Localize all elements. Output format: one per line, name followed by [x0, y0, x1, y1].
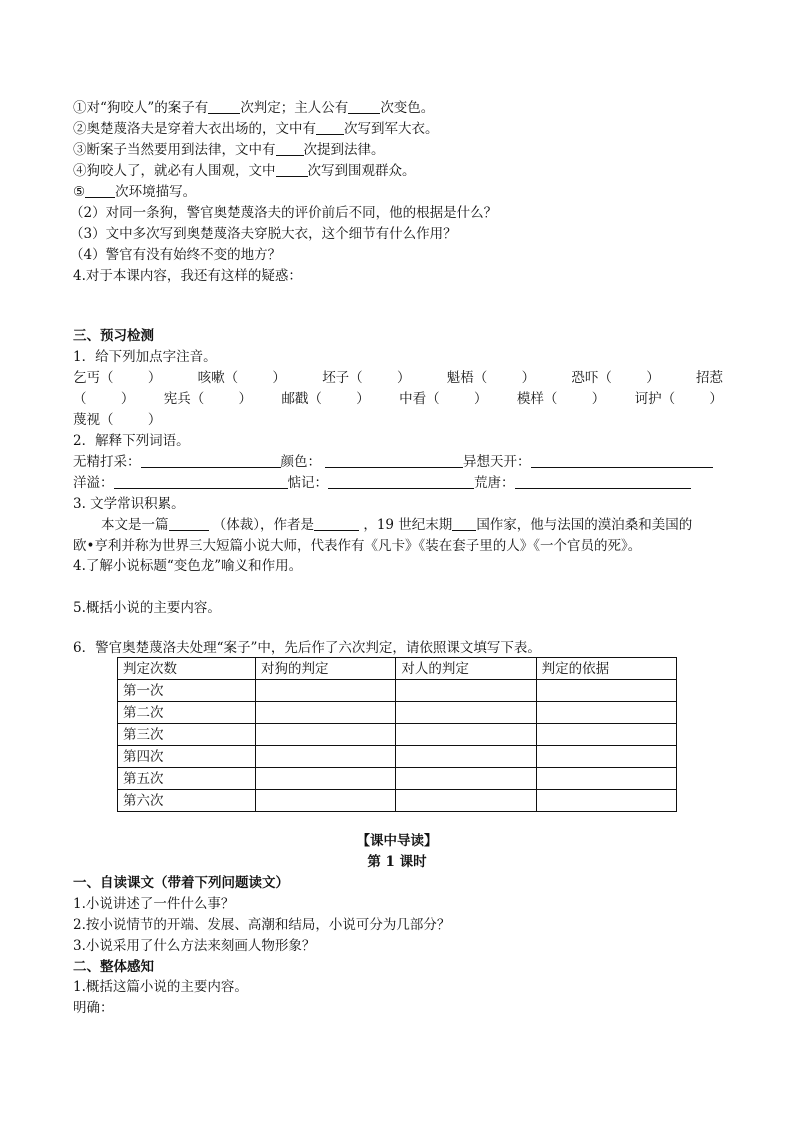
table-question: 6．警官奥楚蔑洛夫处理“案子”中，先后作了六次判定，请依照课文填写下表。 [73, 640, 541, 656]
answer-blank[interactable] [314, 516, 359, 531]
word-row-1: 无精打采： 颜色： 异想天开： [73, 452, 713, 472]
pinyin-item[interactable]: 模样（ ） [516, 391, 606, 407]
answer-blank[interactable] [169, 516, 209, 531]
pinyin-item[interactable]: 魁梧（ ） [446, 370, 536, 386]
count-question-3: ③断案子当然要用到法律，文中有 次提到法律。 [73, 142, 385, 158]
table-cell[interactable] [536, 724, 676, 746]
answer-blank[interactable] [276, 141, 304, 156]
self-reading-heading: 一、自读课文（带着下列问题读文） [73, 875, 289, 891]
pinyin-row-2 [73, 389, 723, 409]
answer-blank[interactable] [348, 99, 380, 114]
period-label: 第 1 课时 [367, 854, 427, 870]
row-label: 第三次 [118, 724, 256, 746]
count-question-5: ⑤ 次环境描写。 [73, 184, 197, 200]
reading-question-1: 1.小说讲述了一件什么事？ [73, 896, 235, 912]
table-header-row [118, 658, 677, 680]
table-cell[interactable] [256, 680, 396, 702]
sub-question-2: （2）对同一条狗，警官奥楚蔑洛夫的评价前后不同，他的根据是什么？ [70, 205, 498, 221]
pinyin-item[interactable]: 坯子（ ） [322, 370, 411, 386]
count-question-2: ②奥楚蔑洛夫是穿着大衣出场的，文中有 次写到军大衣。 [73, 121, 439, 137]
title-meaning-question: 4.了解小说标题“变色龙”喻义和作用。 [73, 558, 303, 574]
answer-blank[interactable] [515, 474, 691, 489]
table-cell[interactable] [396, 702, 536, 724]
row-label: 第六次 [118, 790, 256, 812]
table-row [118, 724, 677, 746]
table-header: 对狗的判定 [256, 658, 396, 680]
answer-blank[interactable] [452, 516, 476, 531]
pinyin-item[interactable]: 恐吓（ ） [571, 370, 660, 386]
table-cell[interactable] [396, 680, 536, 702]
table-cell[interactable] [256, 768, 396, 790]
count-question-1: ①对“狗咬人”的案子有 次判定；主人公有 次变色。 [73, 100, 435, 116]
judgement-table [117, 657, 677, 812]
table-cell[interactable] [396, 746, 536, 768]
summary-task: 1.概括这篇小说的主要内容。 [73, 979, 248, 995]
pinyin-item[interactable]: 招惹 [695, 370, 723, 386]
table-cell[interactable] [396, 790, 536, 812]
row-label: 第四次 [118, 746, 256, 768]
pinyin-item[interactable]: 邮戳（ ） [281, 391, 370, 407]
table-cell[interactable] [536, 768, 676, 790]
literature-question: 3. 文学常识积累。 [73, 496, 185, 512]
pinyin-item[interactable]: 宪兵（ ） [163, 391, 253, 407]
table-cell[interactable] [256, 724, 396, 746]
row-label: 第一次 [118, 680, 256, 702]
pinyin-row-3[interactable]: 蔑视（ ） [73, 412, 162, 428]
table-cell[interactable] [256, 790, 396, 812]
table-cell[interactable] [256, 746, 396, 768]
table-cell[interactable] [536, 790, 676, 812]
answer-blank[interactable] [276, 162, 308, 177]
pinyin-item[interactable]: 乞丐（ ） [73, 370, 162, 386]
sub-question-4: （4）警官有没有始终不变的地方？ [70, 247, 282, 263]
word-row-2: 洋溢： 惦记： 荒唐： [73, 473, 691, 493]
row-label: 第五次 [118, 768, 256, 790]
count-question-4: ④狗咬人了，就必有人围观，文中 次写到围观群众。 [73, 163, 416, 179]
reading-question-3: 3.小说采用了什么方法来刻画人物形象？ [73, 938, 316, 954]
answer-blank[interactable] [328, 474, 474, 489]
table-cell[interactable] [396, 768, 536, 790]
answer-blank[interactable] [208, 99, 240, 114]
overall-perception-heading: 二、整体感知 [73, 959, 154, 975]
answer-blank[interactable] [114, 474, 288, 489]
pinyin-item[interactable]: 诃护（ ） [634, 391, 723, 407]
table-row [118, 790, 677, 812]
section-heading-preview: 三、预习检测 [73, 328, 154, 344]
table-row [118, 746, 677, 768]
table-row [118, 680, 677, 702]
table-row [118, 768, 677, 790]
table-cell[interactable] [536, 746, 676, 768]
row-label: 第二次 [118, 702, 256, 724]
word-meaning-question: 2．解释下列词语。 [73, 433, 190, 449]
answer-blank[interactable] [325, 453, 463, 468]
answer-blank[interactable] [141, 453, 281, 468]
table-header: 对人的判定 [396, 658, 536, 680]
guide-title: 【课中导读】 [356, 833, 438, 849]
clarify-label: 明确： [73, 1000, 114, 1016]
table-cell[interactable] [396, 724, 536, 746]
table-cell[interactable] [256, 702, 396, 724]
table-cell[interactable] [536, 702, 676, 724]
table-row [118, 702, 677, 724]
table-header: 判定次数 [118, 658, 256, 680]
answer-blank[interactable] [531, 453, 713, 468]
literature-line-2: 欧•亨利并称为世界三大短篇小说大师，代表作有《凡卡》《装在套子里的人》《一个官员的死》。 [73, 538, 642, 554]
table-header: 判定的依据 [536, 658, 676, 680]
pinyin-item[interactable]: （ ） [73, 391, 135, 407]
pinyin-item[interactable]: 中看（ ） [399, 391, 488, 407]
reading-question-2: 2.按小说情节的开端、发展、高潮和结局，小说可分为几部分？ [73, 917, 451, 933]
sub-question-3: （3）文中多次写到奥楚蔑洛夫穿脱大衣，这个细节有什么作用？ [70, 226, 457, 242]
answer-blank[interactable] [316, 120, 344, 135]
answer-blank[interactable] [85, 183, 115, 198]
table-cell[interactable] [536, 680, 676, 702]
summary-question: 5.概括小说的主要内容。 [73, 600, 221, 616]
doubt-question: 4.对于本课内容，我还有这样的疑惑： [73, 268, 302, 284]
pinyin-row-1 [73, 368, 723, 388]
literature-line-1: 本文是一篇 （体裁），作者是 ，19 世纪末期 国作家，他与法国的漠泊桑和美国的 [101, 517, 693, 533]
pinyin-item[interactable]: 咳嗽（ ） [197, 370, 286, 386]
pinyin-question: 1．给下列加点字注音。 [73, 349, 217, 365]
